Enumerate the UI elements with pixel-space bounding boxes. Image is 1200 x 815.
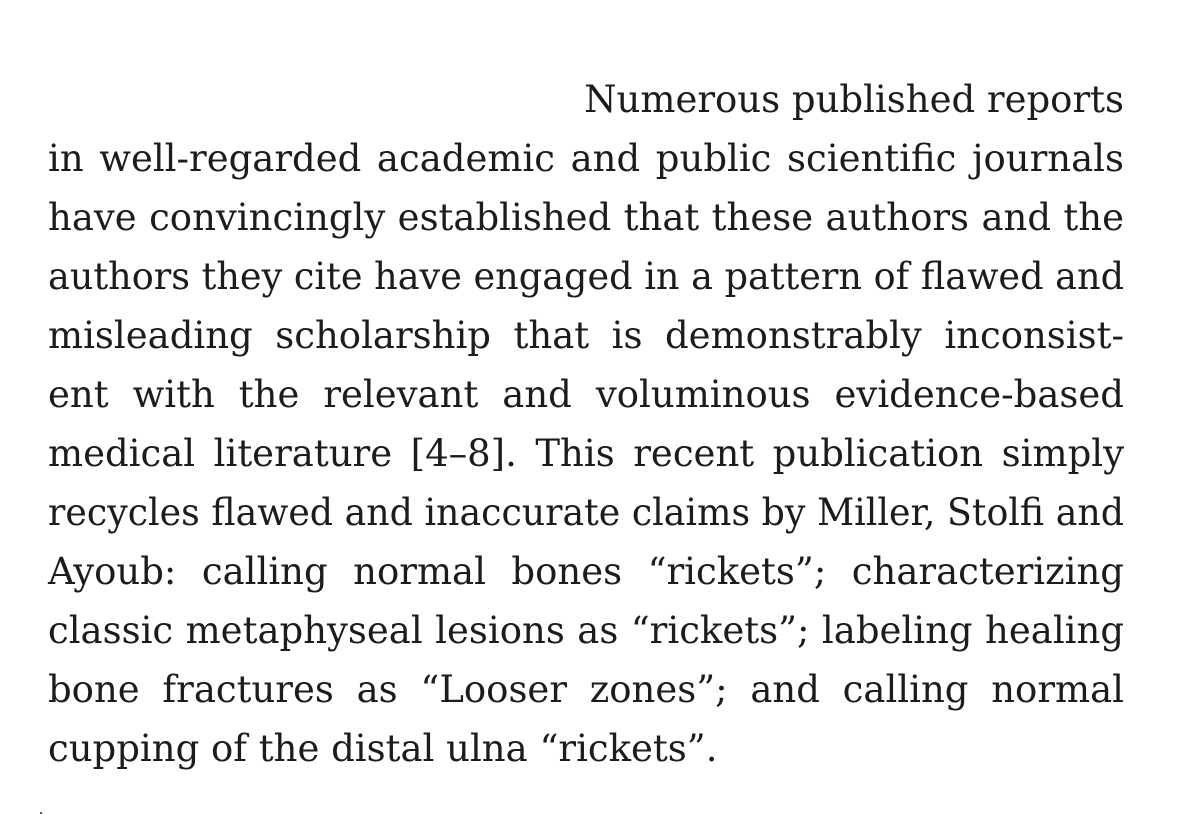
text-line-5: misleading scholarship that is demonstrably inconsist- <box>48 314 1124 357</box>
speck-mark <box>40 812 42 814</box>
text-line-8: recycles flawed and inaccurate claims by Miller, Stolfi and <box>48 491 1124 534</box>
text-line-2: in well-regarded academic and public scientific journals <box>48 137 1124 180</box>
text-line-1: Numerous published reports <box>584 78 1124 121</box>
text-line-9: Ayoub: calling normal bones “rickets”; characterizing <box>48 550 1124 593</box>
text-line-4: authors they cite have engaged in a pattern of flawed and <box>48 255 1124 298</box>
text-line-7: medical literature [4–8]. This recent publication simply <box>48 432 1124 475</box>
text-line-6: ent with the relevant and voluminous evidence-based <box>48 373 1124 416</box>
body-paragraph <box>48 70 1124 778</box>
text-line-12: cupping of the distal ulna “rickets”. <box>48 727 718 770</box>
text-line-10: classic metaphyseal lesions as “rickets”; labeling healing <box>48 609 1124 652</box>
text-line-11: bone fractures as “Looser zones”; and calling normal <box>48 668 1124 711</box>
text-line-3: have convincingly established that these authors and the <box>48 196 1124 239</box>
